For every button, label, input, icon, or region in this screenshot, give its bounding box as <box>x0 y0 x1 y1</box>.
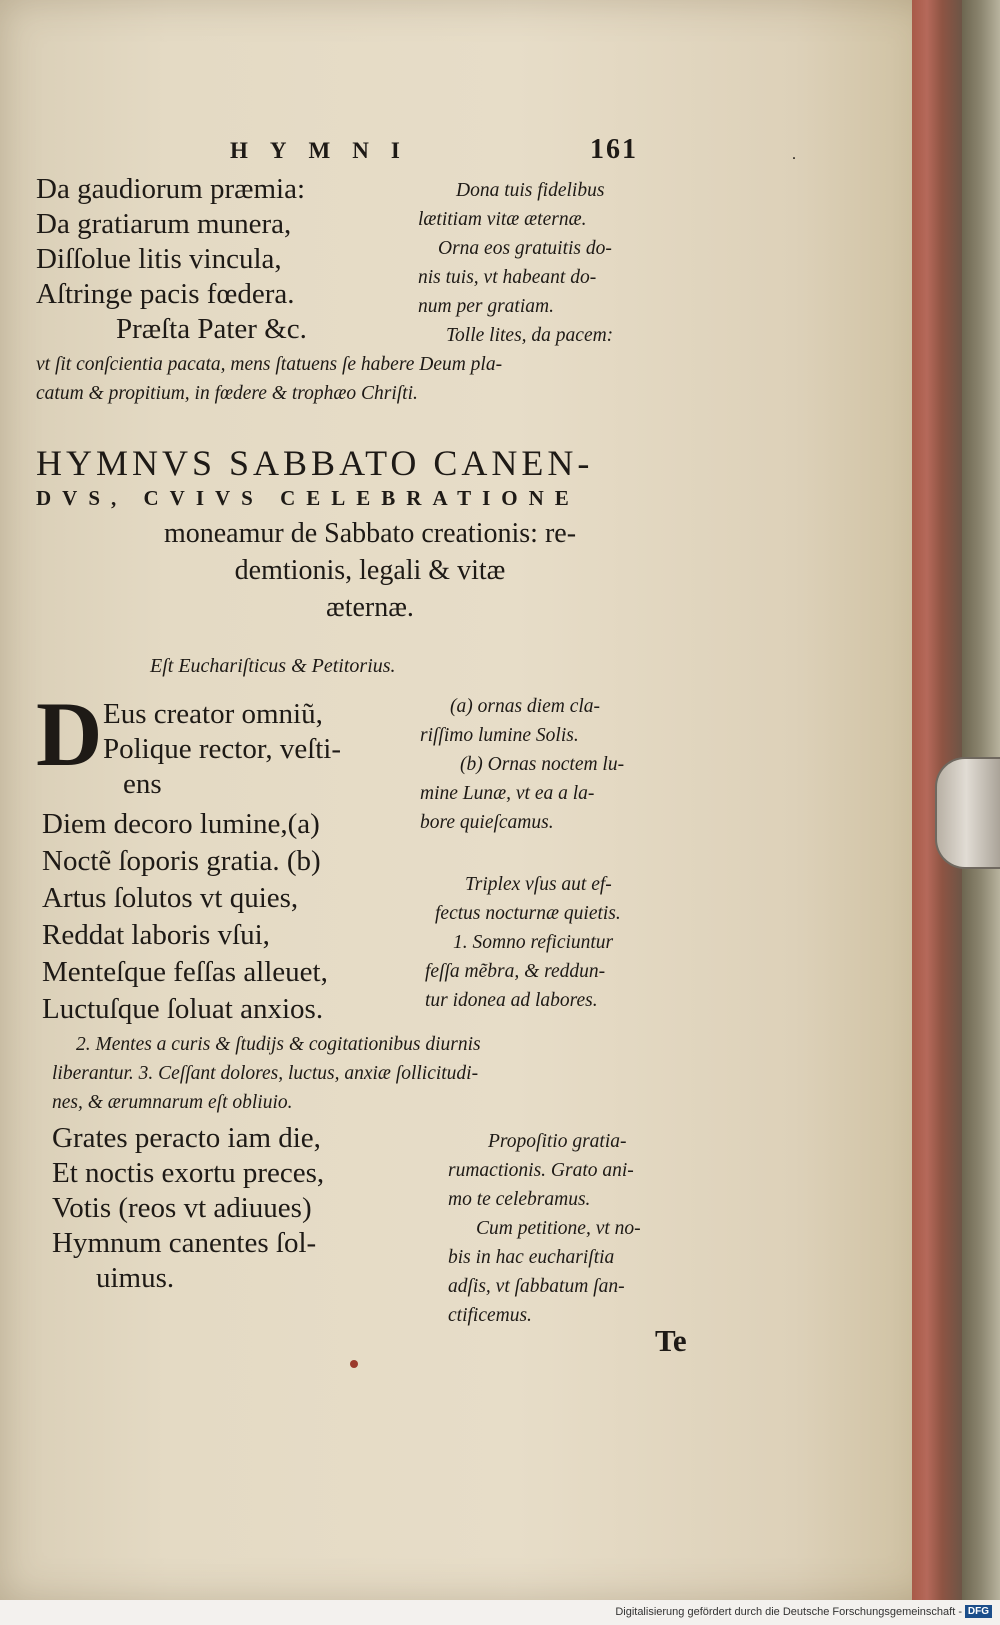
ink-stain <box>350 1360 358 1368</box>
gloss-line: Tolle lites, da pacem: <box>446 325 614 346</box>
gloss-line: tur idonea ad labores. <box>425 990 598 1011</box>
gloss-line: lætitiam vitæ æternæ. <box>418 209 587 230</box>
title-line: moneamur de Sabbato creationis: re- <box>163 518 577 549</box>
gloss-line: nes, & ærumnarum eſt obliuio. <box>52 1092 293 1113</box>
verse-line: Votis (reos vt adiuues) <box>52 1192 312 1224</box>
gloss-line: fectus nocturnæ quietis. <box>435 903 621 924</box>
gloss-line: 2. Mentes a curis & ſtudijs & cogitationibus diurnis <box>76 1034 481 1055</box>
gloss-block-2 <box>420 692 624 837</box>
hymn-title-line-1: HYMNVS SABBATO CANEN- <box>36 443 594 483</box>
verse-line: Diem decoro lumine,(a) <box>42 808 320 840</box>
running-head: HYMNI <box>230 138 422 163</box>
verse-line: Præſta Pater &c. <box>116 313 307 345</box>
verse-line: Luctuſque ſoluat anxios. <box>42 993 324 1025</box>
verse-block-1 <box>36 172 307 347</box>
gloss-line: adſis, vt ſabbatum ſan- <box>448 1276 625 1297</box>
hymn-title-line-2: DVS, CVIVS CELEBRATIONE <box>36 486 580 510</box>
gloss-block-1 <box>418 176 613 350</box>
gloss-block-4 <box>448 1127 641 1330</box>
verse-line: Noctẽ ſoporis gratia. (b) <box>42 845 321 877</box>
verse-line: Artus ſolutos vt quies, <box>42 882 299 914</box>
gloss-line: Triplex vſus aut ef- <box>465 874 612 895</box>
verse-line: Polique rector, veſti- <box>103 733 342 765</box>
title-line: æternæ. <box>326 592 414 623</box>
digitization-credit: Digitalisierung gefördert durch die Deutsche Forschungsgemeinschaft - <box>615 1606 962 1618</box>
title-line: demtionis, legali & vitæ <box>234 555 506 586</box>
gloss-wide-1 <box>36 350 502 408</box>
page-mark: . <box>792 146 796 163</box>
gloss-line: riſſimo lumine Solis. <box>420 725 579 746</box>
verse-line: Diſſolue litis vincula, <box>36 243 282 275</box>
hymn-stanza-1 <box>42 806 328 1028</box>
gloss-line: mine Lunæ, vt ea a la- <box>420 783 595 804</box>
gloss-line: (a) ornas diem cla- <box>450 696 601 717</box>
gloss-line: Orna eos gratuitis do- <box>438 238 612 259</box>
gloss-line: liberantur. 3. Ceſſant dolores, luctus, anxiæ ſollicitudi- <box>52 1063 479 1084</box>
verse-line: Grates peracto iam die, <box>52 1122 321 1154</box>
gloss-line: vt ſit conſcientia pacata, mens ſtatuens ſe habere Deum pla- <box>36 354 503 375</box>
gloss-line: num per gratiam. <box>418 296 554 317</box>
gloss-block-3 <box>425 870 621 1015</box>
drop-cap: D <box>36 683 103 785</box>
verse-line: Reddat laboris vſui, <box>42 919 270 951</box>
hymn-title-rest <box>80 515 660 626</box>
book-clasp <box>935 757 1000 869</box>
verse-line: Eus creator omniũ, <box>103 698 323 730</box>
catchword: Te <box>655 1323 687 1358</box>
verse-line: Da gaudiorum præmia: <box>36 173 306 205</box>
verse-line: Hymnum canentes ſol- <box>52 1227 317 1259</box>
verse-line: ens <box>123 768 162 800</box>
verse-line: uimus. <box>96 1262 175 1294</box>
verse-line: Menteſque feſſas alleuet, <box>42 956 328 988</box>
hymn-subtitle: Eſt Euchariſticus & Petitorius. <box>150 655 396 677</box>
gloss-line: nis tuis, vt habeant do- <box>418 267 597 288</box>
gloss-wide-2 <box>52 1030 481 1117</box>
gloss-line: 1. Somno reficiuntur <box>453 932 614 953</box>
gloss-line: Cum petitione, vt no- <box>476 1218 641 1239</box>
dfg-logo: DFG <box>965 1605 992 1618</box>
gloss-line: (b) Ornas noctem lu- <box>460 754 625 775</box>
gloss-line: ctificemus. <box>448 1305 532 1326</box>
hymn-stanza-1-top <box>103 697 341 802</box>
gloss-line: feſſa mẽbra, & reddun- <box>425 961 606 982</box>
gloss-line: mo te celebramus. <box>448 1189 591 1210</box>
gloss-line: catum & propitium, in fœdere & trophæo Chriſti. <box>36 383 418 404</box>
page-number: 161 <box>590 134 638 165</box>
hymn-stanza-2 <box>52 1121 324 1296</box>
gloss-line: bis in hac euchariſtia <box>448 1247 615 1268</box>
verse-line: Da gratiarum munera, <box>36 208 292 240</box>
verse-line: Aſtringe pacis fœdera. <box>36 278 295 310</box>
gloss-line: Propoſitio gratia- <box>488 1131 627 1152</box>
gloss-line: bore quieſcamus. <box>420 812 554 833</box>
gloss-line: Dona tuis fidelibus <box>456 180 605 201</box>
verse-line: Et noctis exortu preces, <box>52 1157 325 1189</box>
gloss-line: rumactionis. Grato ani- <box>448 1160 634 1181</box>
